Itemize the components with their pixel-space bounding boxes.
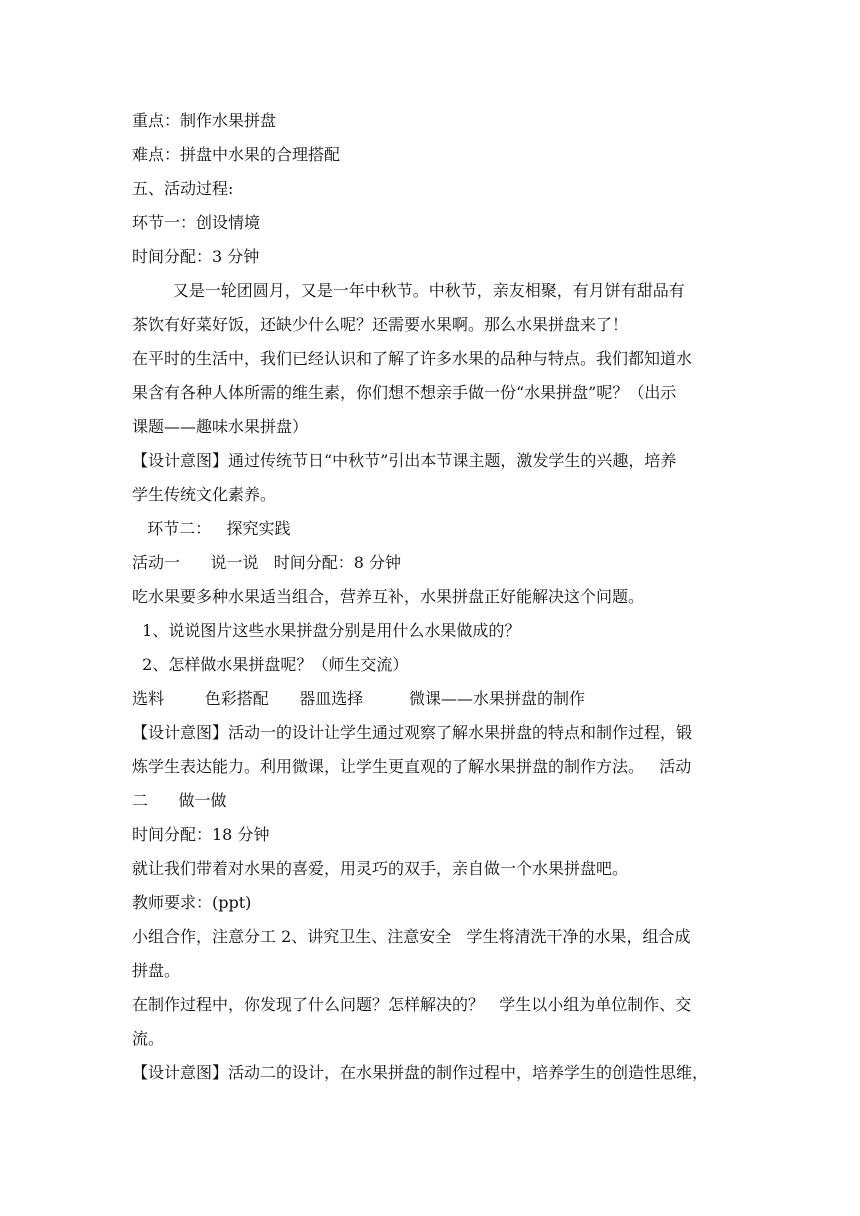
text-line: 1、说说图片这些水果拼盘分别是用什么水果做成的？ <box>132 621 521 640</box>
text-line: 2、怎样做水果拼盘呢？（师生交流） <box>132 655 409 674</box>
text-line: 茶饮有好菜好饭，还缺少什么呢？还需要水果啊。那么水果拼盘来了！ <box>132 315 629 334</box>
text-line: 教师要求：(ppt) <box>132 893 252 912</box>
text-line: 果含有各种人体所需的维生素，你们想不想亲手做一份“水果拼盘”呢？（出示 <box>132 383 677 402</box>
text-line: 五、活动过程: <box>132 179 234 198</box>
text-line: 小组合作，注意分工 2、讲究卫生、注意安全 学生将清洗干净的水果，组合成 <box>132 927 691 946</box>
text-line: 拼盘。 <box>132 961 181 980</box>
text-line: 流。 <box>132 1029 165 1048</box>
text-line: 又是一轮团圆月，又是一年中秋节。中秋节，亲友相聚，有月饼有甜品有 <box>132 281 685 300</box>
text-line: 重点：制作水果拼盘 <box>132 111 277 130</box>
text-line: 在制作过程中，你发现了什么问题？怎样解决的？ 学生以小组为单位制作、交 <box>132 995 692 1014</box>
text-line: 环节二： 探究实践 <box>132 519 291 538</box>
text-line: 吃水果要多种水果适当组合，营养互补，水果拼盘正好能解决这个问题。 <box>132 587 645 606</box>
text-line: 【设计意图】通过传统节日“中秋节”引出本节课主题，激发学生的兴趣，培养 <box>132 451 677 470</box>
text-line: 【设计意图】活动一的设计让学生通过观察了解水果拼盘的特点和制作过程，锻 <box>132 723 693 742</box>
text-line: 时间分配：18 分钟 <box>132 825 270 844</box>
text-line: 【设计意图】活动二的设计，在水果拼盘的制作过程中，培养学生的创造性思维， <box>132 1063 709 1082</box>
text-line: 学生传统文化素养。 <box>132 485 277 504</box>
text-line: 选料 色彩搭配 器皿选择 微课——水果拼盘的制作 <box>132 689 585 708</box>
text-line: 二 做一做 <box>132 791 227 810</box>
text-line: 活动一 说一说 时间分配：8 分钟 <box>132 553 402 572</box>
text-line: 在平时的生活中，我们已经认识和了解了许多水果的品种与特点。我们都知道水 <box>132 349 693 368</box>
text-line: 环节一：创设情境 <box>132 213 261 232</box>
text-line: 时间分配：3 分钟 <box>132 247 260 266</box>
text-line: 课题——趣味水果拼盘） <box>132 417 309 436</box>
text-line: 就让我们带着对水果的喜爱，用灵巧的双手，亲自做一个水果拼盘吧。 <box>132 859 629 878</box>
text-line: 难点：拼盘中水果的合理搭配 <box>132 145 341 164</box>
text-line: 炼学生表达能力。利用微课，让学生更直观的了解水果拼盘的制作方法。 活动 <box>132 757 692 776</box>
